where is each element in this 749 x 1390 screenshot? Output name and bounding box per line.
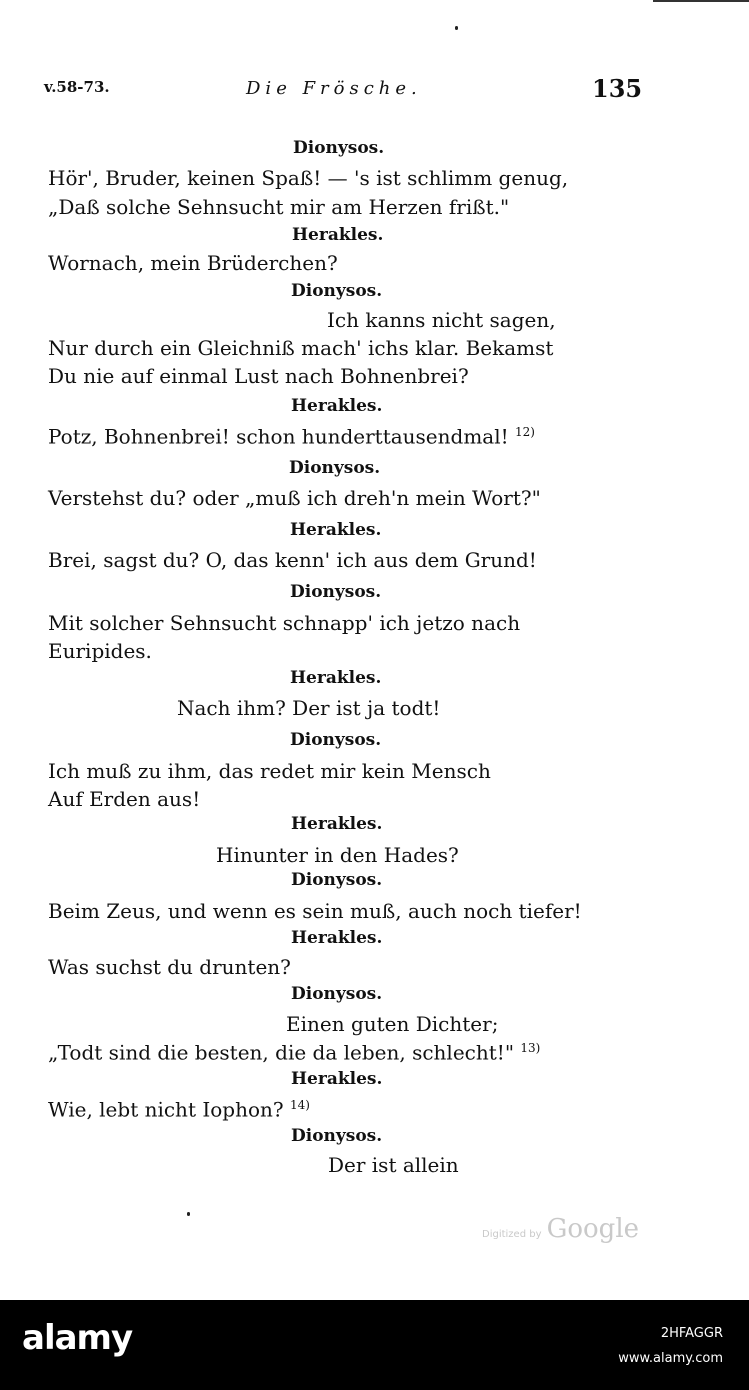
ink-speck <box>187 1212 190 1216</box>
verse-line: Was suchst du drunten? <box>48 955 291 979</box>
speaker-name: Dionysos. <box>291 984 383 1004</box>
verse-range: v.58-73. <box>44 78 110 96</box>
google-logo: Google <box>546 1214 640 1244</box>
verse-line: Wornach, mein Brüderchen? <box>48 251 338 275</box>
verse-line: Der ist allein <box>328 1153 459 1177</box>
verse-line: Du nie auf einmal Lust nach Bohnenbrei? <box>48 364 469 388</box>
digitized-watermark <box>482 1214 639 1244</box>
verse-line: Auf Erden aus! <box>48 787 201 811</box>
speaker-name: Dionysos. <box>291 1126 383 1146</box>
ink-speck <box>455 26 458 30</box>
verse-line: Hör', Bruder, keinen Spaß! — 's ist schlimm genug, <box>48 166 569 190</box>
verse-line: Brei, sagst du? O, das kenn' ich aus dem Grund! <box>48 548 537 572</box>
running-title: Die Frösche. <box>246 78 422 99</box>
stock-site: www.alamy.com <box>618 1350 723 1366</box>
verse-line: Ich muß zu ihm, das redet mir kein Mensch <box>48 759 491 783</box>
verse-line: Potz, Bohnenbrei! schon hunderttausendmal! $^{12)}$ <box>48 424 535 449</box>
speaker-name: Herakles. <box>291 928 383 948</box>
footnote-ref: 14) <box>289 1098 310 1112</box>
page-number: 135 <box>592 74 643 103</box>
stock-info <box>618 1322 723 1371</box>
footnote-ref: 13) <box>520 1041 541 1055</box>
verse-line: Mit solcher Sehnsucht schnapp' ich jetzo nach <box>48 611 521 635</box>
speaker-name: Dionysos. <box>291 281 383 301</box>
verse-line: Verstehst du? oder „muß ich dreh'n mein Wort?" <box>48 486 541 510</box>
speaker-name: Dionysos. <box>291 870 383 890</box>
watermark-prefix: Digitized by <box>482 1229 542 1240</box>
speaker-name: Dionysos. <box>290 730 382 750</box>
verse-line: Euripides. <box>48 639 152 663</box>
footnote-ref: 12) <box>515 425 535 439</box>
speaker-name: Dionysos. <box>290 582 382 602</box>
speaker-name: Herakles. <box>291 396 383 416</box>
verse-line: Ich kanns nicht sagen, <box>327 308 556 332</box>
alamy-logo: alamy <box>22 1318 133 1358</box>
speaker-name: Herakles. <box>292 225 384 245</box>
verse-line: Wie, lebt nicht Iophon? $^{14)}$ <box>48 1097 310 1122</box>
verse-line: Beim Zeus, und wenn es sein muß, auch noch tiefer! <box>48 899 582 923</box>
top-rule <box>653 0 749 2</box>
speaker-name: Dionysos. <box>293 138 385 158</box>
verse-line: „Daß solche Sehnsucht mir am Herzen frißt." <box>48 195 510 219</box>
speaker-name: Herakles. <box>291 1069 383 1089</box>
image-id: 2HFAGGR <box>660 1326 723 1341</box>
verse-line: Nach ihm? Der ist ja todt! <box>177 696 441 720</box>
verse-line: Einen guten Dichter; <box>286 1012 499 1036</box>
verse-line: „Todt sind die besten, die da leben, schlecht!" $^{13)}$ <box>48 1040 541 1065</box>
verse-line: Nur durch ein Gleichniß mach' ichs klar. Bekamst <box>48 336 554 360</box>
speaker-name: Herakles. <box>291 814 383 834</box>
speaker-name: Herakles. <box>290 520 382 540</box>
speaker-name: Herakles. <box>290 668 382 688</box>
speaker-name: Dionysos. <box>289 458 381 478</box>
verse-line: Hinunter in den Hades? <box>216 843 459 867</box>
